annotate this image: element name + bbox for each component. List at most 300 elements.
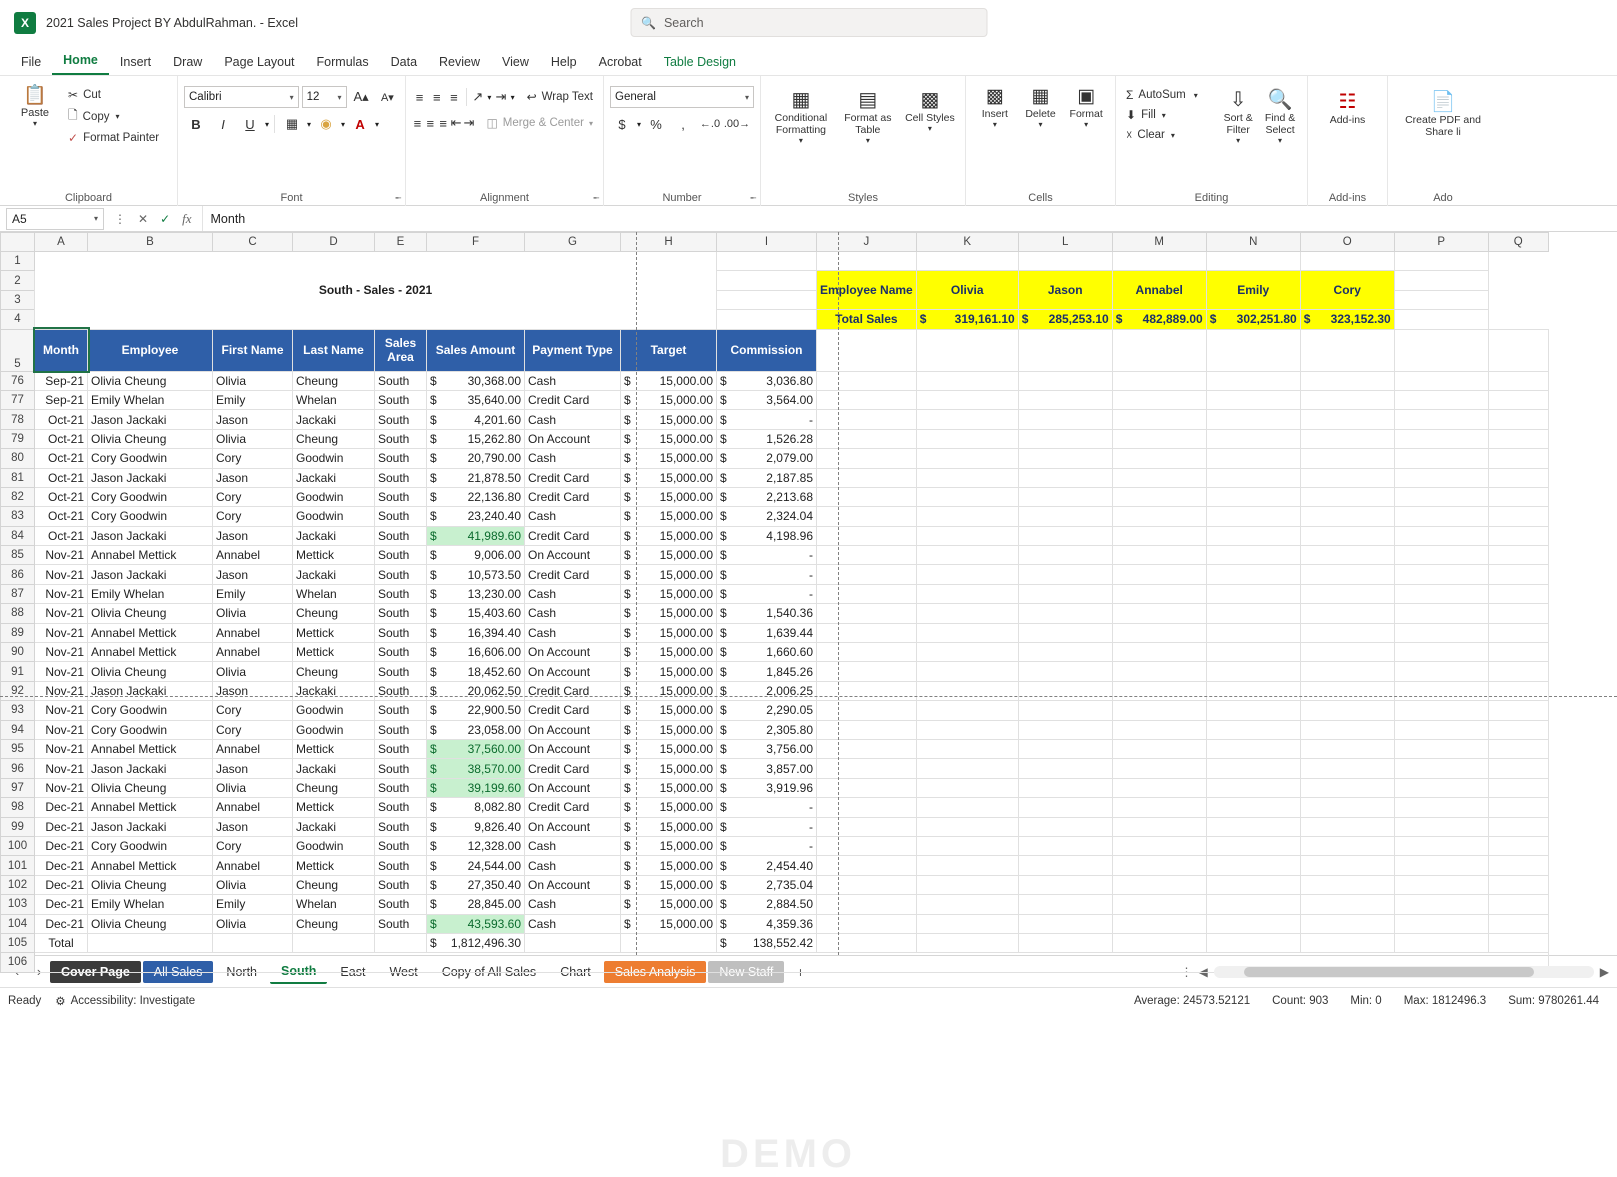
cell-first-name[interactable]: Olivia (213, 604, 293, 623)
cell-target[interactable]: $ 15,000.00 (621, 584, 717, 603)
cell-J4[interactable] (717, 310, 817, 329)
cell-blank[interactable] (817, 739, 917, 758)
cell-blank[interactable] (1018, 507, 1112, 526)
cell-sales-amount[interactable]: $ 13,230.00 (427, 584, 525, 603)
cell-blank[interactable] (1206, 798, 1300, 817)
cell-blank[interactable] (1394, 662, 1488, 681)
tab-file[interactable]: File (21, 55, 42, 69)
sheet-tab-north[interactable]: North (226, 964, 257, 979)
cell-blank[interactable] (1394, 604, 1488, 623)
italic-button[interactable]: I (221, 116, 225, 132)
cell-sales-amount[interactable]: $ 24,544.00 (427, 856, 525, 875)
cell-blank[interactable] (1206, 817, 1300, 836)
cell-blank[interactable] (1206, 778, 1300, 797)
cell-blank[interactable] (1206, 507, 1300, 526)
cell-blank[interactable] (1206, 875, 1300, 894)
cell-employee[interactable]: Cory Goodwin (88, 487, 213, 506)
cell-payment-type[interactable]: Credit Card (525, 565, 621, 584)
cell-blank[interactable] (1488, 507, 1548, 526)
col-header-Q[interactable]: Q (1488, 233, 1548, 252)
cell-blank[interactable] (1488, 371, 1548, 390)
row-header[interactable]: 80 (1, 449, 35, 468)
scroll-left-icon[interactable]: ◀ (1198, 964, 1208, 979)
cell-blank[interactable] (1488, 759, 1548, 778)
cell-sales-area[interactable]: South (375, 429, 427, 448)
cell-blank[interactable] (1018, 662, 1112, 681)
cell-blank[interactable] (1300, 739, 1394, 758)
cell-payment-type[interactable]: Cash (525, 410, 621, 429)
increase-indent-button[interactable]: ⇥ (463, 115, 475, 130)
cell-sales-area[interactable]: South (375, 720, 427, 739)
cell-blank[interactable] (817, 836, 917, 855)
cell-blank[interactable] (1112, 487, 1206, 506)
cell-commission[interactable]: $ 1,845.26 (717, 662, 817, 681)
cell-blank[interactable] (916, 856, 1018, 875)
cell-blank[interactable] (1018, 798, 1112, 817)
cell-sales-area[interactable]: South (375, 390, 427, 409)
select-all-corner[interactable] (1, 233, 35, 252)
sheet-options-icon[interactable]: ⋮ (1180, 964, 1193, 979)
cell-commission[interactable]: $ - (717, 798, 817, 817)
cell-payment-type[interactable]: On Account (525, 662, 621, 681)
cell-target[interactable]: $ 15,000.00 (621, 681, 717, 700)
cell-blank[interactable] (1112, 604, 1206, 623)
cell-blank[interactable] (1206, 681, 1300, 700)
cell-target[interactable]: $ 15,000.00 (621, 487, 717, 506)
cell-blank[interactable] (1112, 778, 1206, 797)
cell-employee[interactable]: Jason Jackaki (88, 526, 213, 545)
cell-blank[interactable] (817, 681, 917, 700)
cell-target[interactable]: $ 15,000.00 (621, 759, 717, 778)
cell-commission[interactable]: $ 4,359.36 (717, 914, 817, 933)
cell-blank[interactable] (1112, 468, 1206, 487)
cell-blank[interactable] (1018, 410, 1112, 429)
font-name-combo[interactable] (184, 86, 299, 108)
cell-blank[interactable] (916, 371, 1018, 390)
cell-target[interactable]: $ 15,000.00 (621, 604, 717, 623)
col-header-N[interactable]: N (1206, 233, 1300, 252)
cell-blank[interactable] (1394, 546, 1488, 565)
cell-first-name[interactable]: Olivia (213, 371, 293, 390)
cell-first-name[interactable]: Cory (213, 487, 293, 506)
cell-employee[interactable]: Annabel Mettick (88, 739, 213, 758)
header-last-name[interactable]: Last Name (293, 329, 375, 371)
cell-target[interactable]: $ 15,000.00 (621, 720, 717, 739)
row-header[interactable]: 84 (1, 526, 35, 545)
cell-blank[interactable] (1394, 390, 1488, 409)
cell-blank[interactable] (1112, 390, 1206, 409)
col-header-D[interactable]: D (293, 233, 375, 252)
cell-blank[interactable] (1112, 759, 1206, 778)
cell-blank[interactable] (1488, 604, 1548, 623)
cell-blank[interactable] (1112, 817, 1206, 836)
cell-payment-type[interactable]: On Account (525, 429, 621, 448)
cell-sales-amount[interactable]: $ 20,062.50 (427, 681, 525, 700)
sheet-tab-new-staff[interactable]: New Staff (708, 961, 784, 983)
cell-blank[interactable] (1112, 371, 1206, 390)
cell-sales-amount[interactable]: $ 18,452.60 (427, 662, 525, 681)
cell-first-name[interactable]: Jason (213, 817, 293, 836)
cell-commission[interactable]: $ 3,919.96 (717, 778, 817, 797)
copy-button[interactable] (64, 104, 163, 129)
align-left-button[interactable]: ≡ (413, 115, 422, 131)
cell-blank[interactable] (817, 546, 917, 565)
cell-first-name[interactable]: Cory (213, 836, 293, 855)
cancel-icon[interactable]: ✕ (138, 211, 149, 226)
cell-month[interactable]: Oct-21 (35, 526, 88, 545)
cell-first-name[interactable]: Emily (213, 895, 293, 914)
cell-blank[interactable] (1488, 449, 1548, 468)
alignment-dialog-launcher[interactable]: ╾ (593, 193, 599, 203)
row-header-105[interactable]: 105 (1, 933, 35, 952)
cell-blank[interactable] (1206, 662, 1300, 681)
cell-sales-area[interactable]: South (375, 739, 427, 758)
cell-first-name[interactable]: Cory (213, 507, 293, 526)
cell-blank[interactable] (1206, 487, 1300, 506)
cell-J3[interactable] (717, 290, 817, 309)
cell-last-name[interactable]: Cheung (293, 875, 375, 894)
cell-target[interactable]: $ 15,000.00 (621, 778, 717, 797)
cell-blank[interactable] (1018, 584, 1112, 603)
cell-blank[interactable] (1394, 720, 1488, 739)
row-header-2[interactable]: 2 (1, 271, 35, 290)
increase-font-size-button[interactable]: A▴ (353, 89, 369, 104)
row-header[interactable]: 79 (1, 429, 35, 448)
cell-target[interactable]: $ 15,000.00 (621, 507, 717, 526)
cell-first-name[interactable]: Olivia (213, 914, 293, 933)
row-header-1[interactable]: 1 (1, 252, 35, 271)
cell-blank[interactable] (1488, 526, 1548, 545)
cell-blank[interactable] (1394, 565, 1488, 584)
header-target[interactable]: Target (621, 329, 717, 371)
cell-blank[interactable] (916, 720, 1018, 739)
cell-blank[interactable] (1394, 895, 1488, 914)
cell-sales-area[interactable]: South (375, 584, 427, 603)
cell-blank[interactable] (1300, 371, 1394, 390)
cell-O5[interactable] (1300, 329, 1394, 371)
cell-first-name[interactable]: Emily (213, 390, 293, 409)
tab-page-layout[interactable]: Page Layout (224, 55, 295, 69)
cell-blank[interactable] (916, 449, 1018, 468)
cell-target[interactable]: $ 15,000.00 (621, 836, 717, 855)
bold-button[interactable]: B (191, 116, 201, 132)
row-header-3[interactable]: 3 (1, 290, 35, 309)
cell-target[interactable]: $ 15,000.00 (621, 739, 717, 758)
cell-blank[interactable] (1488, 429, 1548, 448)
cell-blank[interactable] (1112, 875, 1206, 894)
cell-blank[interactable] (817, 429, 917, 448)
cell-blank[interactable] (1488, 817, 1548, 836)
header-first-name[interactable]: First Name (213, 329, 293, 371)
cell-employee[interactable]: Jason Jackaki (88, 681, 213, 700)
cell-blank[interactable] (1018, 526, 1112, 545)
horizontal-scrollbar[interactable] (1214, 966, 1594, 978)
cell-blank[interactable] (817, 410, 917, 429)
cell-first-name[interactable]: Cory (213, 449, 293, 468)
cell-payment-type[interactable]: Cash (525, 604, 621, 623)
cell-employee[interactable]: Jason Jackaki (88, 817, 213, 836)
cell-target[interactable]: $ 15,000.00 (621, 526, 717, 545)
cell-target[interactable]: $ 15,000.00 (621, 390, 717, 409)
cell-blank[interactable] (1018, 836, 1112, 855)
cell-blank[interactable] (1112, 681, 1206, 700)
cell-sales-area[interactable]: South (375, 604, 427, 623)
cell-blank[interactable] (1300, 681, 1394, 700)
cell-month[interactable]: Oct-21 (35, 487, 88, 506)
cell-month[interactable]: Nov-21 (35, 720, 88, 739)
cell-blank[interactable] (916, 526, 1018, 545)
cell-last-name[interactable]: Goodwin (293, 449, 375, 468)
cell-sales-amount[interactable]: $ 15,403.60 (427, 604, 525, 623)
cell-blank[interactable] (1112, 429, 1206, 448)
cell-target[interactable]: $ 15,000.00 (621, 565, 717, 584)
total-n[interactable] (1206, 933, 1300, 952)
cell-blank[interactable] (1488, 390, 1548, 409)
cell-blank[interactable] (1206, 468, 1300, 487)
decrease-font-size-button[interactable]: A▾ (380, 91, 394, 104)
cell-blank[interactable] (1488, 875, 1548, 894)
cell-blank[interactable] (1488, 895, 1548, 914)
row-header[interactable]: 88 (1, 604, 35, 623)
cell-sales-area[interactable]: South (375, 526, 427, 545)
cell-first-name[interactable]: Olivia (213, 875, 293, 894)
cell-blank[interactable] (1394, 739, 1488, 758)
cell-last-name[interactable]: Jackaki (293, 526, 375, 545)
create-pdf-button[interactable] (1395, 88, 1491, 206)
cell-sales-area[interactable]: South (375, 410, 427, 429)
cell-last-name[interactable]: Cheung (293, 778, 375, 797)
cell-blank[interactable] (1300, 720, 1394, 739)
row-header[interactable]: 99 (1, 817, 35, 836)
row-header[interactable]: 102 (1, 875, 35, 894)
cell-sales-area[interactable]: South (375, 836, 427, 855)
cell-sales-amount[interactable]: $ 30,368.00 (427, 371, 525, 390)
cell-payment-type[interactable]: Cash (525, 449, 621, 468)
total-m[interactable] (1112, 933, 1206, 952)
cell-blank[interactable] (1300, 584, 1394, 603)
cell-blank[interactable] (1300, 410, 1394, 429)
cell-commission[interactable]: $ 2,884.50 (717, 895, 817, 914)
cell-blank[interactable] (1018, 681, 1112, 700)
cell-last-name[interactable]: Whelan (293, 584, 375, 603)
more-options-icon[interactable]: ⋮ (114, 211, 126, 226)
cell-commission[interactable]: $ 1,540.36 (717, 604, 817, 623)
cell-sales-amount[interactable]: $ 27,350.40 (427, 875, 525, 894)
cell-employee[interactable]: Olivia Cheung (88, 604, 213, 623)
font-color-button[interactable]: A (355, 116, 365, 132)
col-header-F[interactable]: F (427, 233, 525, 252)
cell-payment-type[interactable]: Cash (525, 836, 621, 855)
cell-sales-amount[interactable]: $ 16,606.00 (427, 643, 525, 662)
cell-blank[interactable] (1018, 739, 1112, 758)
tab-formulas[interactable]: Formulas (316, 55, 369, 69)
cell-sales-area[interactable]: South (375, 817, 427, 836)
cell-blank[interactable] (1488, 546, 1548, 565)
cell-blank[interactable] (1394, 449, 1488, 468)
cell-target[interactable]: $ 15,000.00 (621, 662, 717, 681)
total-c[interactable] (213, 933, 293, 952)
cell-sales-amount[interactable]: $ 9,826.40 (427, 817, 525, 836)
cell-blank[interactable] (1394, 468, 1488, 487)
col-header-C[interactable]: C (213, 233, 293, 252)
cell-blank[interactable] (916, 817, 1018, 836)
col-header-E[interactable]: E (375, 233, 427, 252)
cell-first-name[interactable]: Jason (213, 526, 293, 545)
total-g[interactable] (525, 933, 621, 952)
cell-Q1[interactable] (1394, 252, 1488, 271)
cell-payment-type[interactable]: Cash (525, 584, 621, 603)
font-dialog-launcher[interactable]: ╾ (395, 193, 401, 203)
decrease-indent-button[interactable]: ⇤ (450, 115, 462, 130)
cell-blank[interactable] (817, 914, 917, 933)
autosum-button[interactable] (1122, 86, 1217, 104)
cell-blank[interactable] (916, 546, 1018, 565)
cell-blank[interactable] (1206, 371, 1300, 390)
cell-P5[interactable] (1394, 329, 1488, 371)
total-l[interactable] (1018, 933, 1112, 952)
cell-blank[interactable] (1018, 778, 1112, 797)
cell-blank[interactable] (916, 410, 1018, 429)
cell-blank[interactable] (1488, 487, 1548, 506)
cell-employee[interactable]: Jason Jackaki (88, 410, 213, 429)
cell-employee[interactable]: Olivia Cheung (88, 875, 213, 894)
fill-color-button[interactable]: ◉ (320, 116, 332, 131)
cell-blank[interactable] (817, 390, 917, 409)
cell-sales-amount[interactable]: $ 9,006.00 (427, 546, 525, 565)
cell-O1[interactable] (1206, 252, 1300, 271)
cell-blank[interactable] (1488, 565, 1548, 584)
cell-last-name[interactable]: Mettick (293, 643, 375, 662)
cell-Q2[interactable] (1394, 271, 1488, 290)
cell-blank[interactable] (916, 565, 1018, 584)
cell-blank[interactable] (1394, 798, 1488, 817)
cell-employee[interactable]: Emily Whelan (88, 584, 213, 603)
cell-blank[interactable] (1300, 856, 1394, 875)
cell-styles-button[interactable] (901, 86, 959, 206)
cell-month[interactable]: Nov-21 (35, 546, 88, 565)
sheet-tab-east[interactable]: East (340, 964, 366, 979)
cell-first-name[interactable]: Olivia (213, 778, 293, 797)
align-bottom-button[interactable]: ≡ (450, 89, 458, 105)
cell-last-name[interactable]: Cheung (293, 371, 375, 390)
tab-table-design[interactable]: Table Design (663, 55, 736, 69)
cell-blank[interactable] (1206, 565, 1300, 584)
cell-blank[interactable] (817, 895, 917, 914)
cell-blank[interactable] (817, 778, 917, 797)
cell-sales-area[interactable]: South (375, 798, 427, 817)
cell-last-name[interactable]: Jackaki (293, 817, 375, 836)
cell-Q3[interactable] (1394, 290, 1488, 309)
column-header-row[interactable] (1, 233, 1549, 252)
cell-target[interactable]: $ 15,000.00 (621, 914, 717, 933)
cell-payment-type[interactable]: Credit Card (525, 487, 621, 506)
cell-blank[interactable] (1018, 546, 1112, 565)
cell-blank[interactable] (817, 817, 917, 836)
sheet-tab-west[interactable]: West (389, 964, 418, 979)
scrollbar-thumb[interactable] (1244, 967, 1534, 977)
total-q[interactable] (1488, 933, 1548, 952)
cell-payment-type[interactable]: Cash (525, 914, 621, 933)
cell-commission[interactable]: $ 2,324.04 (717, 507, 817, 526)
cell-commission[interactable]: $ 2,187.85 (717, 468, 817, 487)
cell-blank[interactable] (1300, 604, 1394, 623)
cell-blank[interactable] (1488, 798, 1548, 817)
cell-blank[interactable] (1112, 410, 1206, 429)
cell-target[interactable]: $ 15,000.00 (621, 546, 717, 565)
cell-Q4[interactable] (1394, 310, 1488, 329)
cell-commission[interactable]: $ - (717, 565, 817, 584)
cell-employee[interactable]: Annabel Mettick (88, 856, 213, 875)
cell-month[interactable]: Nov-21 (35, 565, 88, 584)
cell-commission[interactable]: $ 3,564.00 (717, 390, 817, 409)
cell-month[interactable]: Nov-21 (35, 701, 88, 720)
cell-blank[interactable] (1206, 643, 1300, 662)
indent-button[interactable]: ⇥ (495, 89, 507, 104)
sheet-tab-cover-page[interactable]: Cover Page (50, 961, 141, 983)
cell-target[interactable]: $ 15,000.00 (621, 449, 717, 468)
cell-employee[interactable]: Cory Goodwin (88, 836, 213, 855)
cell-blank[interactable] (817, 487, 917, 506)
cell-sales-area[interactable]: South (375, 487, 427, 506)
cell-J5[interactable] (817, 329, 917, 371)
cell-N1[interactable] (1112, 252, 1206, 271)
format-painter-button[interactable] (64, 129, 163, 147)
cell-blank[interactable] (1488, 468, 1548, 487)
cell-blank[interactable] (1300, 390, 1394, 409)
cell-commission[interactable]: $ - (717, 584, 817, 603)
row-header[interactable]: 100 (1, 836, 35, 855)
cell-blank[interactable] (1206, 429, 1300, 448)
cell-blank[interactable] (1018, 720, 1112, 739)
sheet-tab-copy-of-all-sales[interactable]: Copy of All Sales (441, 964, 537, 979)
cell-blank[interactable] (1112, 449, 1206, 468)
cell-employee[interactable]: Annabel Mettick (88, 546, 213, 565)
cell-blank[interactable] (817, 604, 917, 623)
cell-payment-type[interactable]: Credit Card (525, 526, 621, 545)
cell-blank[interactable] (817, 643, 917, 662)
cell-commission[interactable]: $ - (717, 410, 817, 429)
cell-month[interactable]: Oct-21 (35, 468, 88, 487)
cell-blank[interactable] (1112, 526, 1206, 545)
cell-payment-type[interactable]: Cash (525, 895, 621, 914)
cell-blank[interactable] (1112, 895, 1206, 914)
cell-blank[interactable] (1488, 778, 1548, 797)
cell-blank[interactable] (1018, 623, 1112, 642)
cell-first-name[interactable]: Cory (213, 701, 293, 720)
cell-blank[interactable] (1112, 565, 1206, 584)
cell-last-name[interactable]: Jackaki (293, 759, 375, 778)
cell-month[interactable]: Nov-21 (35, 623, 88, 642)
cell-blank[interactable] (1206, 390, 1300, 409)
cell-blank[interactable] (817, 371, 917, 390)
cell-blank[interactable] (1018, 875, 1112, 894)
cell-blank[interactable] (1300, 662, 1394, 681)
cell-month[interactable]: Nov-21 (35, 778, 88, 797)
cell-payment-type[interactable]: On Account (525, 875, 621, 894)
cell-payment-type[interactable]: Cash (525, 371, 621, 390)
cell-sales-area[interactable]: South (375, 565, 427, 584)
cell-blank[interactable] (1300, 643, 1394, 662)
col-header-G[interactable]: G (525, 233, 621, 252)
row-header[interactable]: 82 (1, 487, 35, 506)
cell-blank[interactable] (1300, 759, 1394, 778)
number-format-combo[interactable] (610, 86, 754, 108)
cell-blank[interactable] (1018, 759, 1112, 778)
cell-month[interactable]: Oct-21 (35, 410, 88, 429)
row-header-5[interactable]: 5 (1, 329, 35, 371)
cell-blank[interactable] (1394, 836, 1488, 855)
cell-sales-amount[interactable]: $ 22,136.80 (427, 487, 525, 506)
